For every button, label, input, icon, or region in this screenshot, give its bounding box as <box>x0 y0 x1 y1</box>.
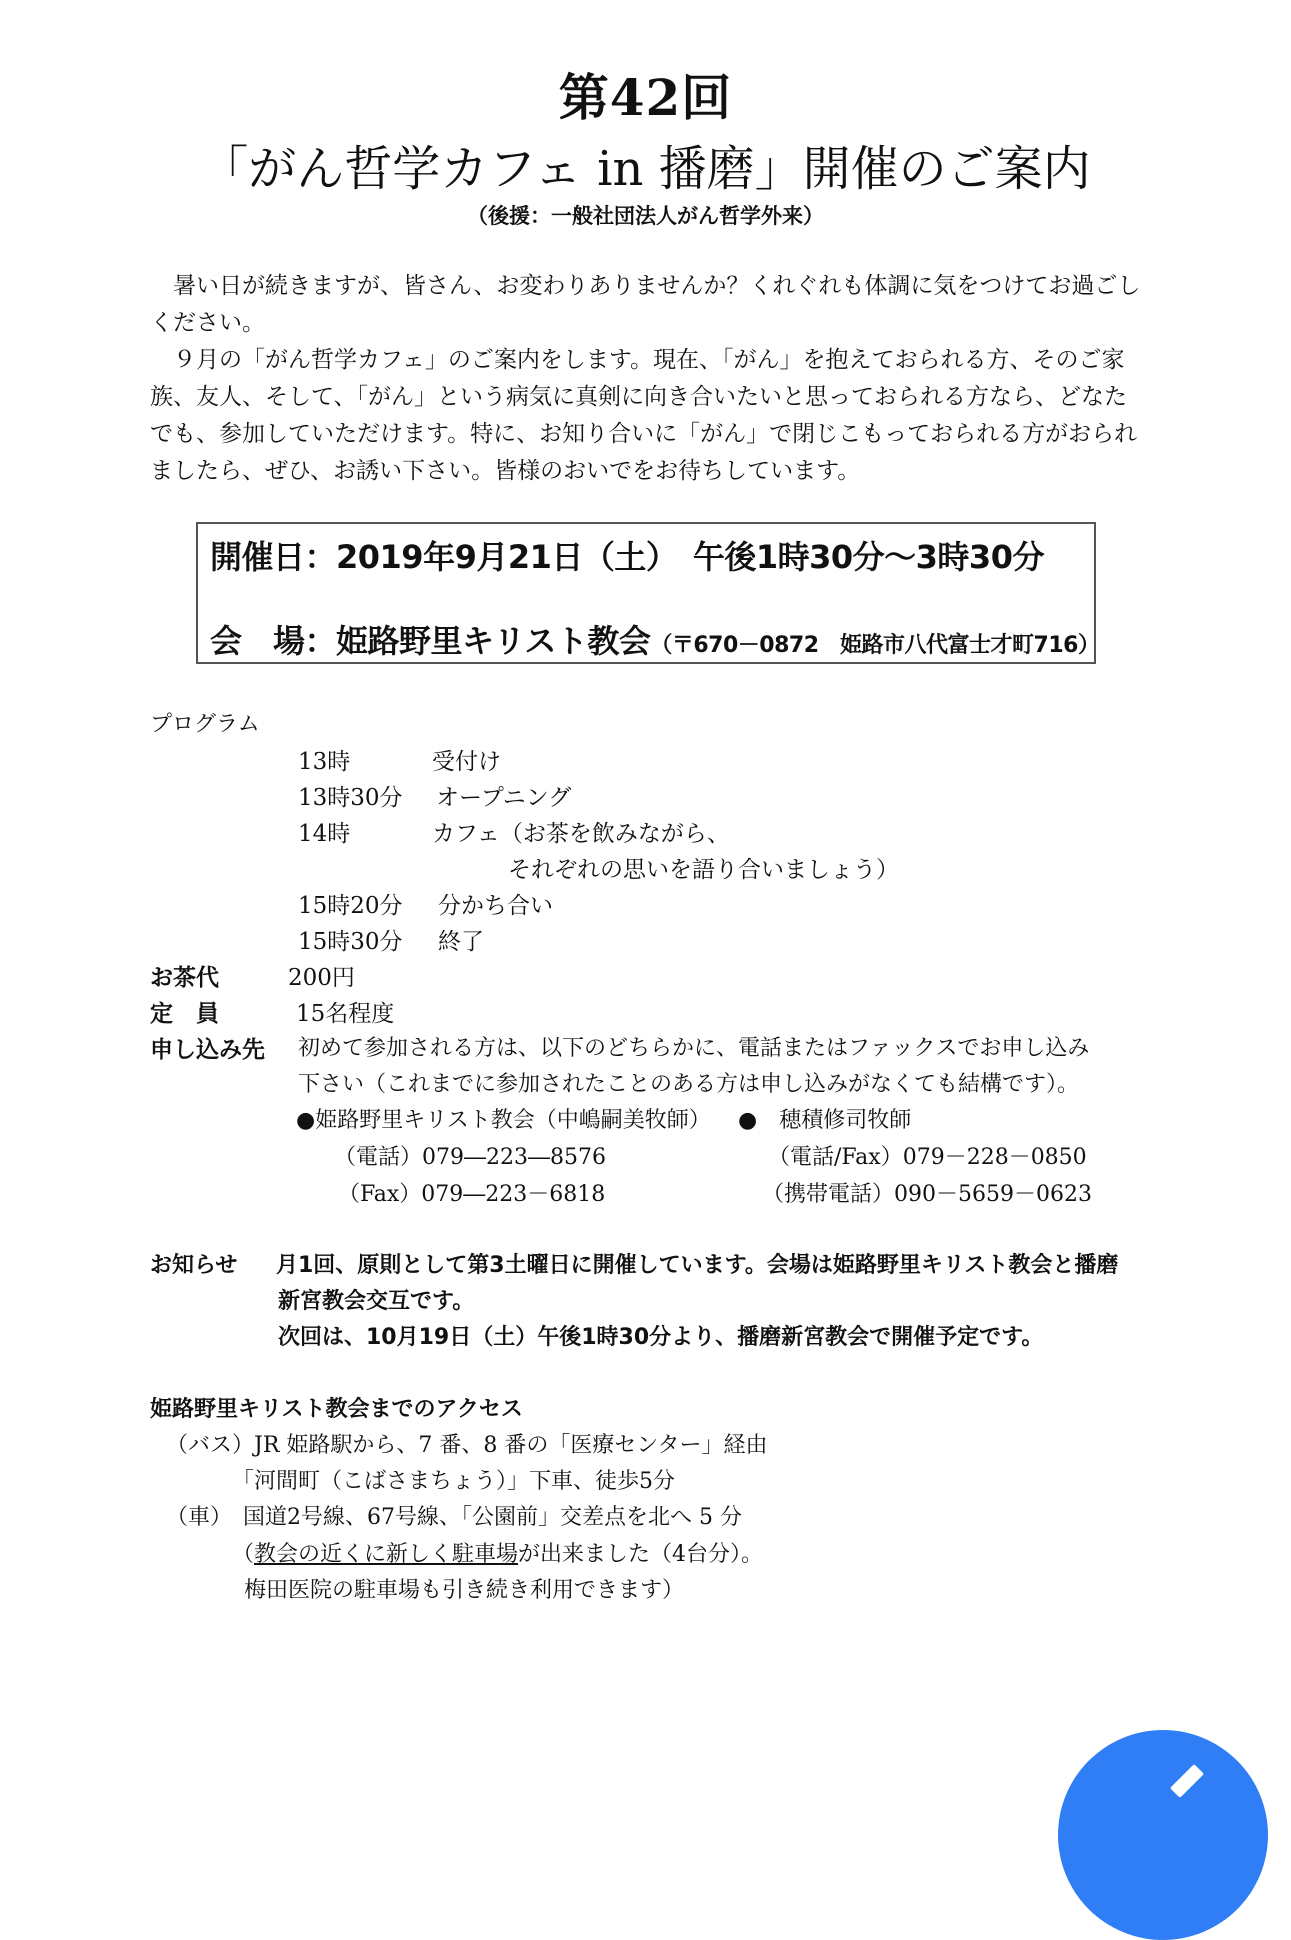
pencil-icon <box>1170 1764 1204 1798</box>
event-info-box <box>196 522 1100 664</box>
contact-1-name: ●姫路野里キリスト教会（中嶋嗣美牧師） <box>296 1108 711 1133</box>
access-car-1: （車） 国道2号線、67号線、「公園前」交差点を北へ 5 分 <box>166 1505 742 1530</box>
venue-address: （〒670－0872 姫路市八代富士才町716） <box>650 633 1100 658</box>
notice-line-1: 月1回、原則として第3土曜日に開催しています。会場は姫路野里キリスト教会と播磨 <box>276 1253 1119 1278</box>
intro-text <box>150 268 1150 490</box>
apply-text-2: 下さい（これまでに参加されたことのある方は申し込みがなくても結構です）。 <box>298 1072 1080 1097</box>
venue-name: 会 場：姫路野里キリスト教会 <box>210 622 651 660</box>
program-heading: プログラム <box>150 712 260 737</box>
apply-label: 申し込み先 <box>150 1037 265 1063</box>
program-desc-3: カフェ（お茶を飲みながら、 <box>432 821 730 847</box>
access-bus-2: 「河間町（こばさまちょう）」下車、徒歩5分 <box>232 1469 675 1494</box>
program-time-5: 15時30分 <box>298 929 403 955</box>
event-date: 開催日：2019年9月21日（土） 午後1時30分～3時30分 <box>210 538 1044 576</box>
intro-paragraph-2: ９月の「がん哲学カフェ」のご案内をします。現在、「がん」を抱えておられる方、そのご家族、友人、そして、「がん」という病気に真剣に向き合いたいと思っておられる方なら、どなたでも、参加していただけます。特に、お知り合いに「がん」で閉じこもっておられる方がおられましたら、ぜひ、お誘い下さい。皆様のおいでをお待ちしています。 <box>150 347 1138 484</box>
page-title: 「がん哲学カフェ in 播磨」開催のご案内 <box>200 141 1091 197</box>
edit-fab-button[interactable] <box>1058 1730 1268 1940</box>
access-bus-1: （バス）JR 姫路駅から、7 番、8 番の「医療センター」経由 <box>166 1433 768 1458</box>
contact-1-fax: （Fax）079―223－6818 <box>338 1182 606 1207</box>
program-desc-3b: それぞれの思いを語り合いましょう） <box>508 857 899 883</box>
capacity-label: 定 員 <box>150 1001 219 1027</box>
apply-text-1: 初めて参加される方は、以下のどちらかに、電話またはファックスでお申し込み <box>298 1036 1090 1061</box>
access-heading: 姫路野里キリスト教会までのアクセス <box>150 1397 523 1422</box>
access-car-2-open: （ <box>232 1542 255 1567</box>
contact-2-tel: （電話/Fax）079－228－0850 <box>768 1145 1087 1170</box>
program-desc-2: オープニング <box>436 785 572 811</box>
access-car-2-rest: が出来ました（4台分）。 <box>518 1542 764 1567</box>
contact-2-name: ● 穂積修司牧師 <box>738 1108 912 1133</box>
notice-line-3: 次回は、10月19日（土）午後1時30分より、播磨新宮教会で開催予定です。 <box>278 1325 1044 1350</box>
notice-line-2: 新宮教会交互です。 <box>278 1289 475 1314</box>
program-time-3: 14時 <box>298 821 351 847</box>
intro-paragraph-1: 暑い日が続きますが、皆さん、お変わりありませんか？くれぐれも体調に気をつけてお過ごしください。 <box>150 273 1141 336</box>
program-time-4: 15時20分 <box>298 893 403 919</box>
capacity-value: 15名程度 <box>296 1001 395 1027</box>
program-time-2: 13時30分 <box>298 785 403 811</box>
contact-1-tel: （電話）079―223―8576 <box>334 1145 606 1170</box>
access-car-2 <box>232 1537 763 1568</box>
parking-underlined: 教会の近くに新しく駐車場 <box>254 1542 519 1567</box>
contact-2-mobile: （携帯電話）090－5659－0623 <box>762 1182 1092 1207</box>
fee-value: 200円 <box>288 965 355 991</box>
program-time-1: 13時 <box>298 749 351 775</box>
title-session-number: 第42回 <box>558 68 733 127</box>
event-venue <box>210 616 1099 662</box>
fee-label: お茶代 <box>150 965 219 991</box>
program-desc-1: 受付け <box>432 749 501 775</box>
program-desc-4: 分かち合い <box>438 893 553 919</box>
program-desc-5: 終了 <box>438 929 484 955</box>
support-note: （後援：一般社団法人がん哲学外来） <box>467 204 824 228</box>
notice-label: お知らせ <box>150 1253 238 1278</box>
access-car-3: 梅田医院の駐車場も引き続き利用できます） <box>244 1578 685 1603</box>
